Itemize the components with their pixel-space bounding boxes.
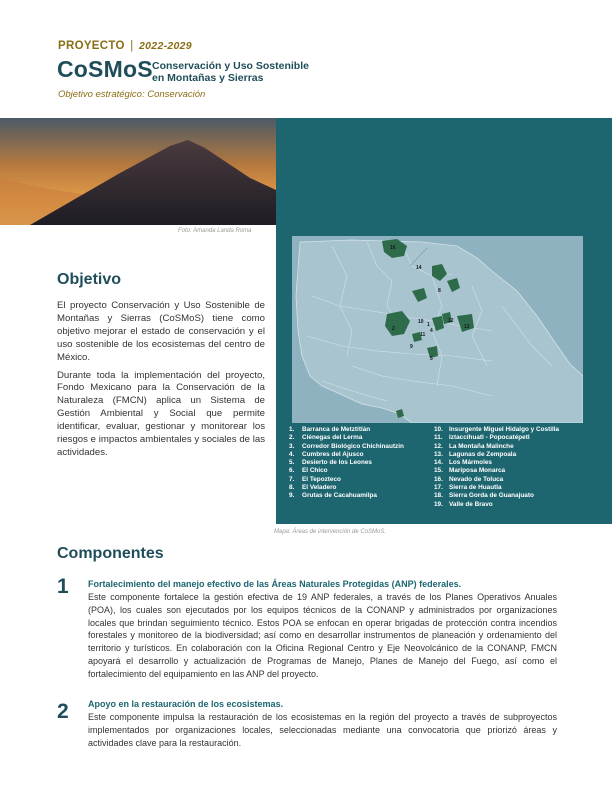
subtitle-line-1: Conservación y Uso Sostenible — [152, 60, 309, 72]
legend-number: 13. — [434, 450, 443, 458]
legend-number: 5. — [289, 459, 295, 467]
objective-paragraph-1: El proyecto Conservación y Uso Sostenible de Montañas y Sierras (CoSMoS) tiene como objetivo mejorar el estado de conservación y el uso sostenible de los ecosistemas del centro de México. — [57, 300, 265, 363]
legend-item — [434, 484, 559, 492]
project-label — [58, 40, 192, 52]
component-heading: Apoyo en la restauración de los ecosistemas. — [88, 699, 284, 709]
map-label: 10 — [418, 319, 424, 325]
legend-name: El Chico — [302, 467, 328, 475]
legend-name: Sierra de Huautla — [449, 484, 502, 492]
legend-name: Valle de Bravo — [449, 500, 493, 508]
photo-credit: Foto: Amanda Landa Roma — [178, 228, 252, 234]
legend-name: La Montaña Malinche — [449, 442, 514, 450]
legend-name: Ciénegas del Lerma — [302, 434, 363, 442]
legend-name: Grutas de Cacahuamilpa — [302, 492, 377, 500]
components-heading: Componentes — [57, 545, 164, 562]
legend-name: El Veladero — [302, 484, 337, 492]
legend-number: 14. — [434, 459, 443, 467]
legend-name: Barranca de Metztitlán — [302, 426, 371, 433]
legend-item — [434, 467, 559, 475]
legend-name: Lagunas de Zempoala — [449, 450, 517, 458]
legend-item — [434, 501, 559, 509]
legend-item — [289, 443, 404, 451]
legend-number: 8. — [289, 484, 295, 492]
legend-number: 17. — [434, 484, 443, 492]
component-heading: Fortalecimiento del manejo efectivo de las Áreas Naturales Protegidas (ANP) federales. — [88, 579, 462, 589]
legend-item — [289, 434, 404, 442]
legend-name: Iztaccíhuatl - Popocatépetl — [449, 434, 530, 442]
legend-number: 4. — [289, 450, 295, 458]
legend-number: 12. — [434, 442, 443, 450]
legend-item — [434, 426, 559, 434]
legend-name: El Tepozteco — [302, 475, 341, 483]
legend-item — [289, 476, 404, 484]
component-description: Este componente impulsa la restauración de los ecosistemas en la región del proyecto a través de subproyectos implementados por organizaciones locales, seleccionadas mediante una convocatoria que priorizó áreas y actividades clave para la restauración. — [88, 712, 557, 748]
legend-number: 18. — [434, 492, 443, 500]
legend-item — [289, 484, 404, 492]
legend-item — [434, 443, 559, 451]
legend-number: 7. — [289, 475, 295, 483]
legend-item — [434, 476, 559, 484]
map-legend-left — [289, 426, 404, 501]
intervention-map — [292, 236, 583, 423]
legend-number: 10. — [434, 426, 443, 433]
map-label: 2 — [392, 326, 395, 332]
legend-number: 19. — [434, 500, 443, 508]
map-label: 16 — [390, 245, 396, 251]
objective-heading: Objetivo — [57, 271, 122, 288]
project-years: 2022-2029 — [139, 40, 192, 52]
legend-item — [289, 451, 404, 459]
legend-number: 3. — [289, 442, 295, 450]
project-logo: CoSMoS — [57, 56, 153, 82]
subtitle-line-2: en Montañas y Sierras — [152, 72, 264, 84]
legend-number: 1. — [289, 426, 295, 433]
legend-name: Insurgente Miguel Hidalgo y Costilla — [449, 426, 560, 433]
legend-name: Nevado de Toluca — [449, 475, 504, 483]
map-label: 8 — [438, 288, 441, 294]
legend-item — [289, 492, 404, 500]
program-label: PROYECTO — [58, 40, 125, 52]
component-number: 2 — [57, 700, 69, 723]
map-label: 13 — [464, 324, 470, 330]
legend-number: 6. — [289, 467, 295, 475]
map-label: 4 — [430, 328, 433, 334]
map-label: 1 — [427, 322, 430, 328]
map-label: 14 — [416, 265, 422, 271]
legend-number: 9. — [289, 492, 295, 500]
legend-item — [434, 451, 559, 459]
legend-name: Cumbres del Ajusco — [302, 450, 364, 458]
legend-name: Sierra Gorda de Guanajuato — [449, 492, 534, 500]
legend-name: Desierto de los Leones — [302, 459, 372, 467]
legend-name: Mariposa Monarca — [449, 467, 506, 475]
map-label: 9 — [410, 344, 413, 350]
legend-number: 2. — [289, 434, 295, 442]
objective-body — [57, 300, 265, 465]
legend-item — [289, 467, 404, 475]
map-label: 11 — [420, 332, 426, 338]
project-subtitle — [152, 60, 309, 84]
legend-item — [434, 459, 559, 467]
separator: | — [130, 40, 134, 52]
map-label: 12 — [448, 318, 454, 324]
legend-item — [434, 492, 559, 500]
legend-item — [434, 434, 559, 442]
map-label: 5 — [430, 356, 433, 362]
legend-number: 15. — [434, 467, 443, 475]
map-caption: Mapa: Áreas de intervención de CoSMoS. — [274, 529, 387, 535]
legend-item — [289, 426, 404, 434]
map-legend-right — [434, 426, 559, 509]
legend-item — [289, 459, 404, 467]
legend-name: Corredor Biológico Chichinautzin — [302, 442, 404, 450]
legend-number: 11. — [434, 434, 443, 442]
map-graphic — [292, 236, 583, 423]
component-description: Este componente fortalece la gestión efectiva de 19 ANP federales, a través de los Planes Operativos Anuales (POA), los cuales son ejecutados por los equipos técnicos de la CONANP y administrados por organizaciones locales que brindan seguimiento técnico. Estos POA se enfocan en operar brigadas de protección contra incendios forestales y monitoreo de la biodiversidad; así como en desarrollar instrumentos de planeación y ordenamiento del territorio y turísticos. En colaboración con la Oficina Regional Centro y Eje Neovolcánico de la CONANP, FMCN apoyará el desarrollo y actualización de Programas de Manejo, Planes de Manejo del Fuego, así como el fortalecimiento del equipamiento en las ANP del proyecto. — [88, 592, 557, 679]
component-number: 1 — [57, 575, 69, 598]
strategic-objective: Objetivo estratégico: Conservación — [58, 89, 206, 100]
objective-paragraph-2: Durante toda la implementación del proyecto, Fondo Mexicano para la Conservación de la Naturaleza (FMCN) aplica un Sistema de Gestión Ambiental y Social que permite identificar, evaluar, gestionar y monitorear los riesgos e impactos ambientales y sociales de las actividades. — [57, 369, 265, 458]
legend-name: Los Mármoles — [449, 459, 492, 467]
legend-number: 16. — [434, 475, 443, 483]
